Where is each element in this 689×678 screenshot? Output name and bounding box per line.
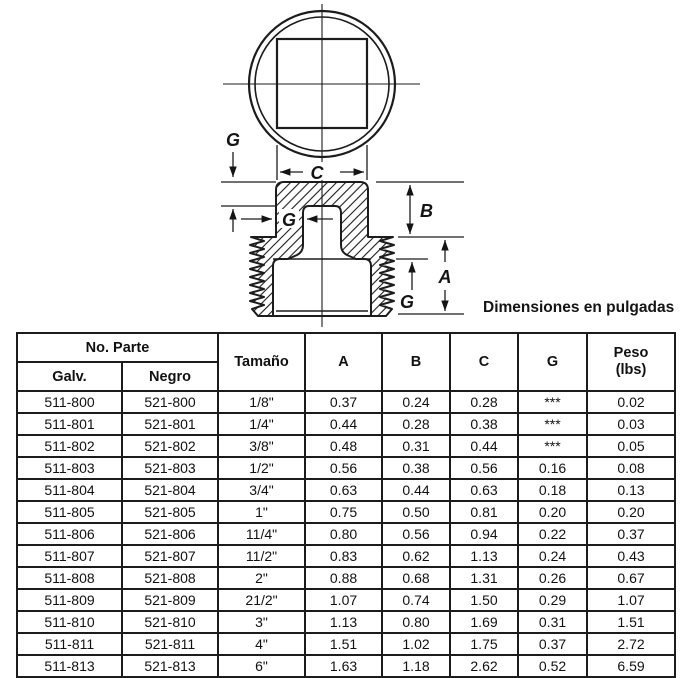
cell-tamano: 21/2" — [218, 589, 305, 611]
peso-label-line2: (lbs) — [615, 362, 647, 378]
cell-galv: 511-804 — [17, 479, 122, 501]
cell-galv: 511-808 — [17, 567, 122, 589]
cell-tamano: 2" — [218, 567, 305, 589]
cell-negro: 521-807 — [122, 545, 218, 567]
cell-a: 1.13 — [305, 611, 382, 633]
cell-negro: 521-800 — [122, 391, 218, 413]
cell-g: 0.16 — [518, 457, 587, 479]
cell-b: 0.28 — [382, 413, 450, 435]
cell-galv: 511-810 — [17, 611, 122, 633]
cell-c: 0.81 — [450, 501, 518, 523]
cell-b: 1.18 — [382, 655, 450, 677]
cell-peso: 0.43 — [587, 545, 675, 567]
cell-tamano: 4" — [218, 633, 305, 655]
cell-tamano: 3" — [218, 611, 305, 633]
dim-label-g-top: G — [226, 130, 241, 150]
col-header-g: G — [518, 333, 587, 391]
cell-peso: 6.59 — [587, 655, 675, 677]
cell-negro: 521-813 — [122, 655, 218, 677]
cell-peso: 0.13 — [587, 479, 675, 501]
col-header-no-parte: No. Parte — [17, 333, 218, 362]
cell-negro: 521-805 — [122, 501, 218, 523]
cell-b: 0.50 — [382, 501, 450, 523]
dim-label-b: B — [420, 201, 433, 221]
cell-g: 0.20 — [518, 501, 587, 523]
cell-tamano: 11/2" — [218, 545, 305, 567]
table-row — [17, 479, 675, 501]
cell-c: 2.62 — [450, 655, 518, 677]
units-caption: Dimensiones en pulgadas — [483, 299, 675, 316]
cell-peso: 2.72 — [587, 633, 675, 655]
cell-b: 0.62 — [382, 545, 450, 567]
cell-negro: 521-801 — [122, 413, 218, 435]
cell-c: 0.38 — [450, 413, 518, 435]
cell-negro: 521-810 — [122, 611, 218, 633]
cell-a: 1.63 — [305, 655, 382, 677]
cell-a: 1.51 — [305, 633, 382, 655]
cell-g: 0.22 — [518, 523, 587, 545]
cell-peso: 0.02 — [587, 391, 675, 413]
cell-c: 1.69 — [450, 611, 518, 633]
cell-peso: 1.51 — [587, 611, 675, 633]
cell-b: 0.74 — [382, 589, 450, 611]
cell-c: 0.63 — [450, 479, 518, 501]
cell-peso: 0.03 — [587, 413, 675, 435]
cell-c: 0.56 — [450, 457, 518, 479]
cell-c: 1.13 — [450, 545, 518, 567]
cell-c: 0.28 — [450, 391, 518, 413]
cell-a: 0.63 — [305, 479, 382, 501]
cell-b: 0.38 — [382, 457, 450, 479]
table-row — [17, 413, 675, 435]
cell-c: 0.94 — [450, 523, 518, 545]
cell-b: 0.56 — [382, 523, 450, 545]
col-header-galv: Galv. — [17, 362, 122, 391]
cell-tamano: 11/4" — [218, 523, 305, 545]
cell-negro: 521-808 — [122, 567, 218, 589]
cell-tamano: 3/8" — [218, 435, 305, 457]
cell-b: 0.44 — [382, 479, 450, 501]
dim-label-c: C — [310, 163, 324, 183]
table-row — [17, 501, 675, 523]
cell-galv: 511-811 — [17, 633, 122, 655]
cell-b: 0.68 — [382, 567, 450, 589]
table-row — [17, 435, 675, 457]
cell-tamano: 1" — [218, 501, 305, 523]
cell-galv: 511-809 — [17, 589, 122, 611]
dimensions-table — [16, 332, 676, 678]
cell-g: *** — [518, 391, 587, 413]
cell-a: 0.56 — [305, 457, 382, 479]
cell-a: 1.07 — [305, 589, 382, 611]
cell-g: 0.31 — [518, 611, 587, 633]
cell-b: 0.80 — [382, 611, 450, 633]
cell-a: 0.88 — [305, 567, 382, 589]
cell-galv: 511-806 — [17, 523, 122, 545]
cell-b: 1.02 — [382, 633, 450, 655]
cell-peso: 0.05 — [587, 435, 675, 457]
cell-b: 0.24 — [382, 391, 450, 413]
table-row — [17, 611, 675, 633]
cell-g: 0.26 — [518, 567, 587, 589]
cell-galv: 511-813 — [17, 655, 122, 677]
peso-label-line1: Peso — [613, 345, 649, 361]
cell-a: 0.80 — [305, 523, 382, 545]
cell-tamano: 6" — [218, 655, 305, 677]
col-header-a: A — [305, 333, 382, 391]
cell-tamano: 1/2" — [218, 457, 305, 479]
cell-c: 1.75 — [450, 633, 518, 655]
cell-g: 0.18 — [518, 479, 587, 501]
col-header-negro: Negro — [122, 362, 218, 391]
col-header-b: B — [382, 333, 450, 391]
cell-g: 0.52 — [518, 655, 587, 677]
technical-drawing — [0, 0, 689, 332]
table-row — [17, 655, 675, 677]
table-row — [17, 545, 675, 567]
cell-galv: 511-800 — [17, 391, 122, 413]
col-header-c: C — [450, 333, 518, 391]
cell-galv: 511-803 — [17, 457, 122, 479]
cell-peso: 0.20 — [587, 501, 675, 523]
table-row — [17, 567, 675, 589]
table-row — [17, 633, 675, 655]
cell-negro: 521-811 — [122, 633, 218, 655]
cell-galv: 511-807 — [17, 545, 122, 567]
cell-c: 0.44 — [450, 435, 518, 457]
table-header — [17, 333, 675, 391]
table-row — [17, 523, 675, 545]
cell-a: 0.48 — [305, 435, 382, 457]
cell-tamano: 3/4" — [218, 479, 305, 501]
cell-b: 0.31 — [382, 435, 450, 457]
cell-peso: 1.07 — [587, 589, 675, 611]
cell-negro: 521-802 — [122, 435, 218, 457]
dim-label-g-bottom: G — [399, 292, 415, 312]
cell-galv: 511-801 — [17, 413, 122, 435]
cell-negro: 521-809 — [122, 589, 218, 611]
cell-g: *** — [518, 435, 587, 457]
cell-galv: 511-805 — [17, 501, 122, 523]
cell-a: 0.75 — [305, 501, 382, 523]
table-body — [17, 391, 675, 677]
cell-g: 0.24 — [518, 545, 587, 567]
col-header-tamano: Tamaño — [218, 333, 305, 391]
cell-peso: 0.37 — [587, 523, 675, 545]
cell-a: 0.44 — [305, 413, 382, 435]
dim-label-a: A — [438, 267, 452, 287]
table-row — [17, 457, 675, 479]
cell-negro: 521-804 — [122, 479, 218, 501]
cell-galv: 511-802 — [17, 435, 122, 457]
cell-negro: 521-803 — [122, 457, 218, 479]
cell-c: 1.50 — [450, 589, 518, 611]
table-row — [17, 589, 675, 611]
cell-peso: 0.67 — [587, 567, 675, 589]
cell-tamano: 1/8" — [218, 391, 305, 413]
col-header-peso — [587, 333, 675, 391]
cell-tamano: 1/4" — [218, 413, 305, 435]
cell-peso: 0.08 — [587, 457, 675, 479]
cell-negro: 521-806 — [122, 523, 218, 545]
cell-a: 0.37 — [305, 391, 382, 413]
cell-g: *** — [518, 413, 587, 435]
cell-g: 0.29 — [518, 589, 587, 611]
cell-g: 0.37 — [518, 633, 587, 655]
cell-c: 1.31 — [450, 567, 518, 589]
cell-a: 0.83 — [305, 545, 382, 567]
dim-label-g-wall: G — [281, 210, 297, 230]
table-row — [17, 391, 675, 413]
